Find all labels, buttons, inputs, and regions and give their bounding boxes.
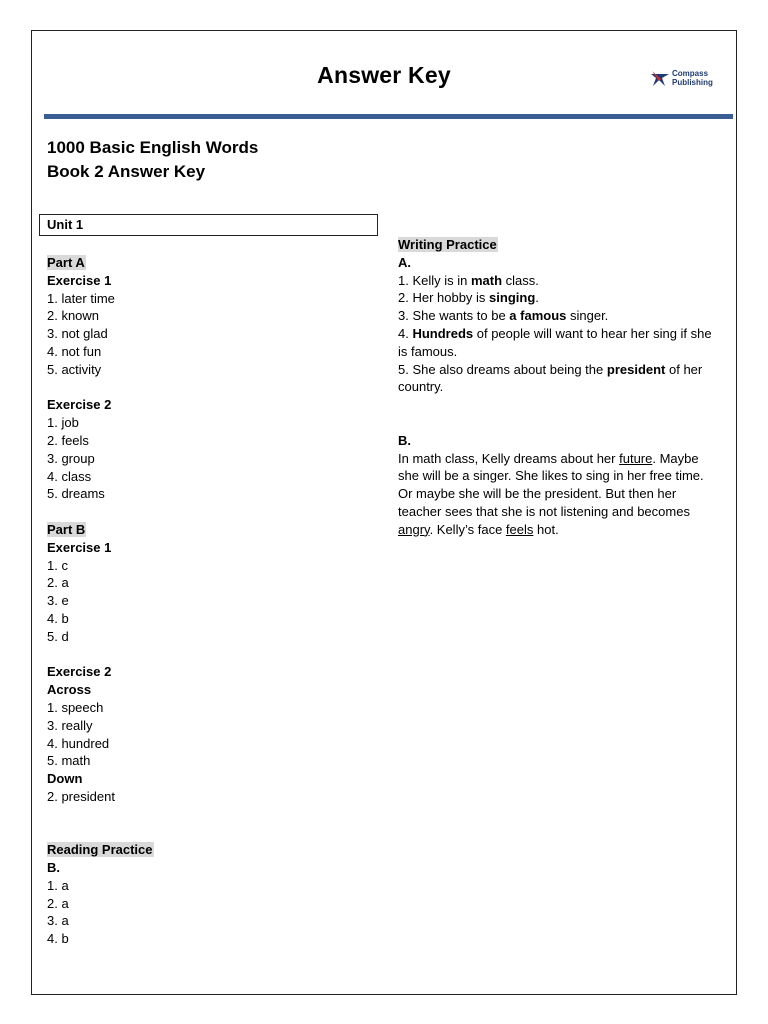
document-title-line-2: Book 2 Answer Key	[47, 162, 206, 181]
writing-practice-heading: Writing Practice	[398, 237, 497, 252]
down-list	[47, 788, 367, 806]
list-item: 3. group	[47, 450, 95, 466]
document-title	[47, 136, 258, 184]
list-item: 5. d	[47, 628, 69, 644]
list-item: 4. hundred	[47, 735, 110, 751]
compass-star-icon	[649, 68, 671, 88]
list-item: 1. a	[47, 877, 69, 893]
list-item: 5. activity	[47, 361, 102, 377]
list-item: 4. class	[47, 468, 92, 484]
part-a-exercise-1-heading: Exercise 1	[47, 272, 112, 288]
list-item: 5. math	[47, 753, 91, 769]
list-item: 2. feels	[47, 432, 89, 448]
list-item: 1. Kelly is in math class.	[398, 272, 539, 288]
list-item: 2. known	[47, 308, 100, 324]
list-item: 4. b	[47, 931, 69, 947]
reading-list	[47, 877, 367, 948]
list-item: 1. c	[47, 557, 68, 573]
list-item: 5. dreams	[47, 486, 105, 502]
logo-line-2: Publishing	[672, 78, 713, 87]
part-b-exercise-2-heading: Exercise 2	[47, 664, 112, 680]
across-list	[47, 699, 367, 770]
part-a-exercise-2-heading: Exercise 2	[47, 397, 112, 413]
unit-heading: Unit 1	[39, 214, 378, 236]
list-item: 2. president	[47, 788, 115, 804]
logo-line-1: Compass	[672, 69, 709, 78]
writing-section-a-heading: A.	[398, 254, 411, 270]
reading-section-b-heading: B.	[47, 860, 60, 876]
list-item: 1. job	[47, 415, 79, 431]
writing-section-b-heading: B.	[398, 432, 411, 448]
part-a-exercise-2-list	[47, 414, 367, 503]
list-item: 1. speech	[47, 699, 104, 715]
across-heading: Across	[47, 682, 92, 698]
list-item: 3. not glad	[47, 326, 108, 342]
writing-paragraph: In math class, Kelly dreams about her future. Maybe she will be a singer. She likes to sing in her free time. Or maybe she will be the president. But then her teacher sees that she is not listening and becomes angry. Kelly’s face feels hot.	[398, 450, 704, 537]
list-item: 5. She also dreams about being the president of her country.	[398, 361, 703, 395]
left-column	[47, 254, 367, 948]
reading-practice-heading: Reading Practice	[47, 842, 153, 858]
part-b-exercise-1-list	[47, 557, 367, 646]
page-title: Answer Key	[317, 62, 451, 88]
list-item: 2. a	[47, 575, 69, 591]
list-item: 3. really	[47, 717, 93, 733]
document-title-line-1: 1000 Basic English Words	[47, 138, 259, 157]
list-item: 3. a	[47, 913, 69, 929]
list-item: 4. not fun	[47, 343, 102, 359]
right-column	[398, 236, 720, 539]
list-item: 3. e	[47, 593, 69, 609]
list-item: 2. Her hobby is singing.	[398, 290, 539, 306]
list-item: 2. a	[47, 895, 69, 911]
part-a-heading: Part A	[47, 255, 85, 270]
part-b-exercise-1-heading: Exercise 1	[47, 539, 112, 555]
part-b-heading: Part B	[47, 521, 86, 537]
list-item: 3. She wants to be a famous singer.	[398, 308, 609, 324]
list-item: 4. b	[47, 610, 69, 626]
list-item: 1. later time	[47, 290, 115, 306]
down-heading: Down	[47, 771, 83, 787]
publisher-logo	[649, 68, 713, 88]
header-rule	[44, 114, 733, 119]
part-a-exercise-1-list	[47, 290, 367, 379]
list-item: 4. Hundreds of people will want to hear her sing if she is famous.	[398, 325, 712, 359]
